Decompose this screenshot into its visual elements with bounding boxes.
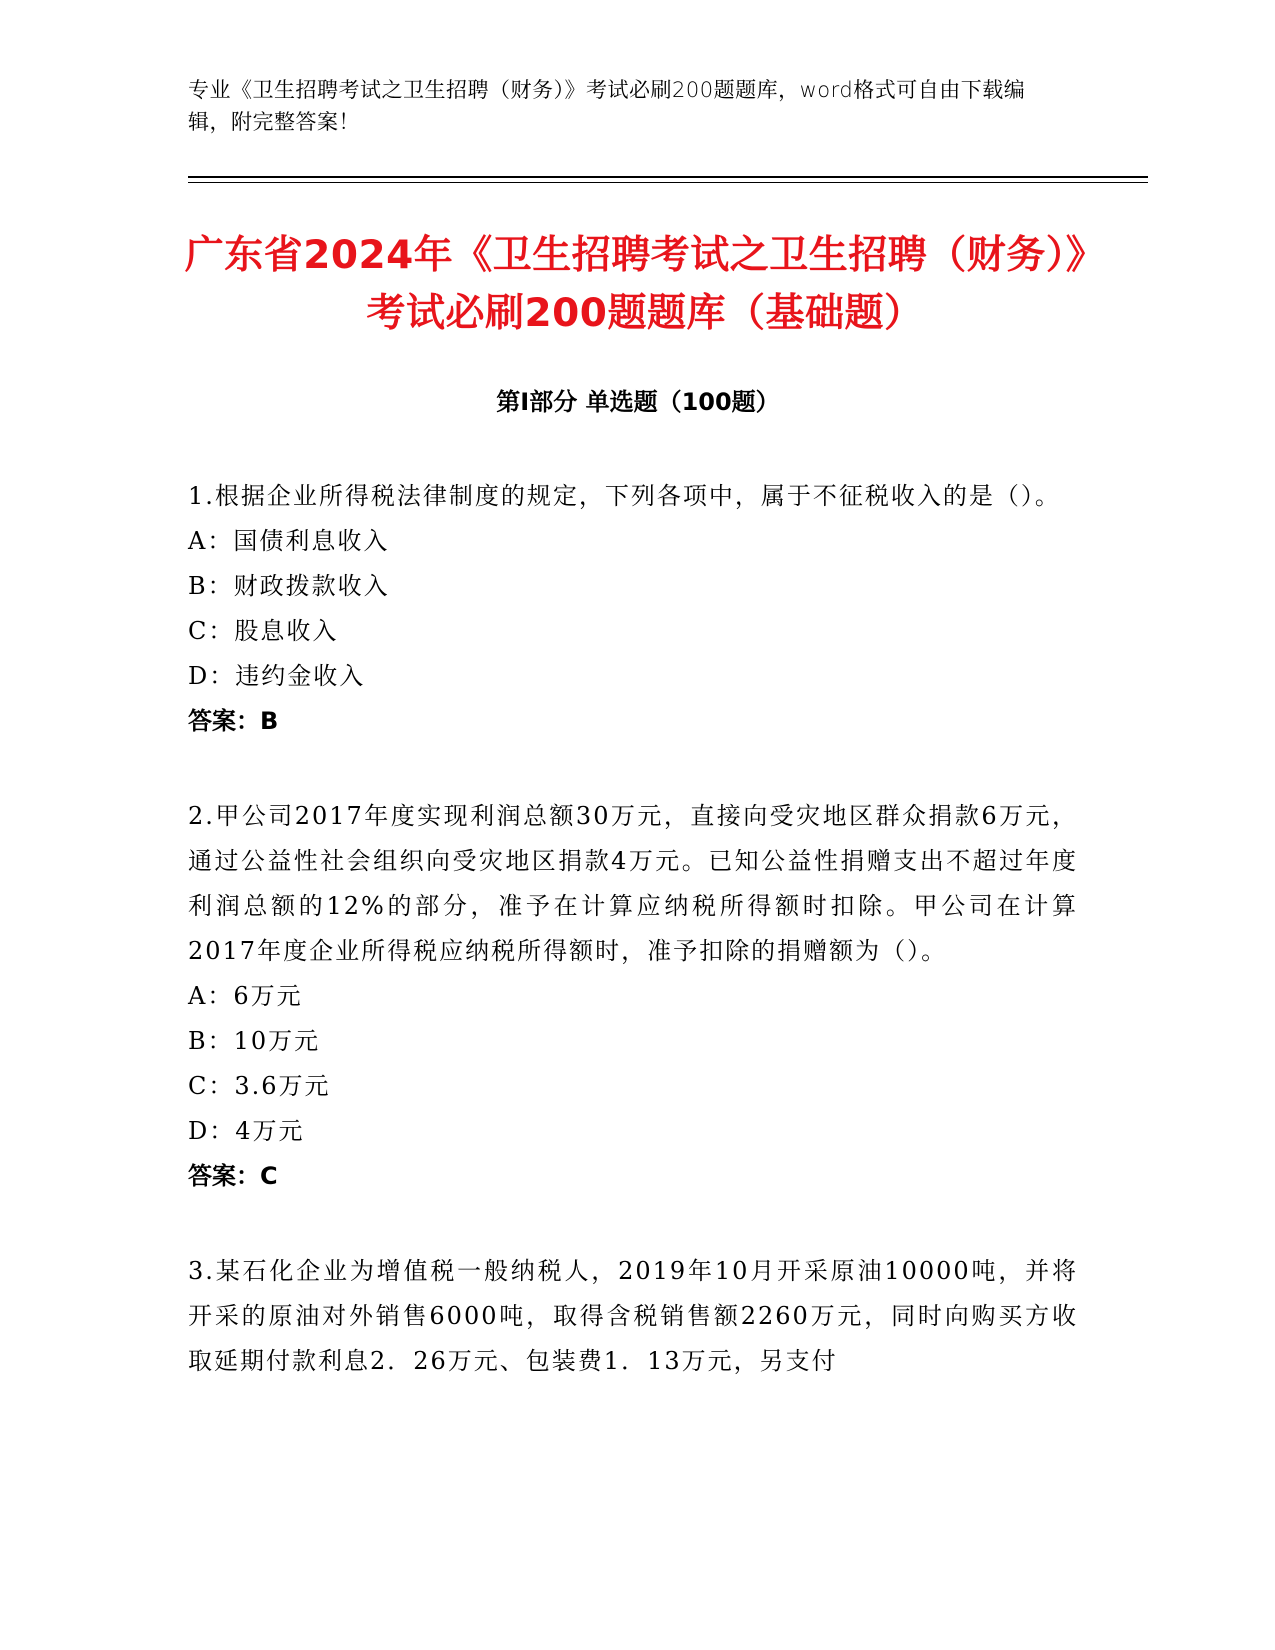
section-title: 第Ⅰ部分 单选题（100题） <box>496 388 780 416</box>
option-b: B：10万元 <box>188 1027 321 1055</box>
question-stem: 3.某石化企业为增值税一般纳税人，2019年10月开采原油10000吨，并将开采的原油对外销售6000吨，取得含税销售额2260万元，同时向购买方收取延期付款利息2．26万元、包装费1．13万元，另支付 <box>188 1257 1078 1375</box>
option-a: A：6万元 <box>188 982 303 1010</box>
header-divider-thick <box>188 176 1148 178</box>
header-divider-thin <box>188 182 1148 183</box>
question-2 <box>188 794 1078 1199</box>
option-d: D：4万元 <box>188 1117 305 1145</box>
option-d: D：违约金收入 <box>188 662 366 690</box>
answer-line: 答案：C <box>188 1162 278 1190</box>
question-stem: 1.根据企业所得税法律制度的规定，下列各项中，属于不征税收入的是（）。 <box>188 482 1061 510</box>
question-list <box>188 474 1078 1434</box>
option-a: A：国债利息收入 <box>188 527 390 555</box>
header-note: 专业《卫生招聘考试之卫生招聘（财务）》考试必刷200题题库，word格式可自由下载编辑，附完整答案！ <box>188 78 1026 134</box>
option-c: C：3.6万元 <box>188 1072 331 1100</box>
option-c: C：股息收入 <box>188 617 339 645</box>
question-3 <box>188 1249 1078 1384</box>
document-title: 广东省2024年《卫生招聘考试之卫生招聘（财务）》考试必刷200题题库（基础题） <box>184 233 1106 336</box>
option-b: B：财政拨款收入 <box>188 572 390 600</box>
question-1 <box>188 474 1078 744</box>
question-stem: 2.甲公司2017年度实现利润总额30万元，直接向受灾地区群众捐款6万元，通过公益性社会组织向受灾地区捐款4万元。已知公益性捐赠支出不超过年度利润总额的12%的部分，准予在计算应纳税所得额时扣除。甲公司在计算2017年度企业所得税应纳税所得额时，准予扣除的捐赠额为（）。 <box>188 802 1078 965</box>
answer-line: 答案：B <box>188 707 279 735</box>
